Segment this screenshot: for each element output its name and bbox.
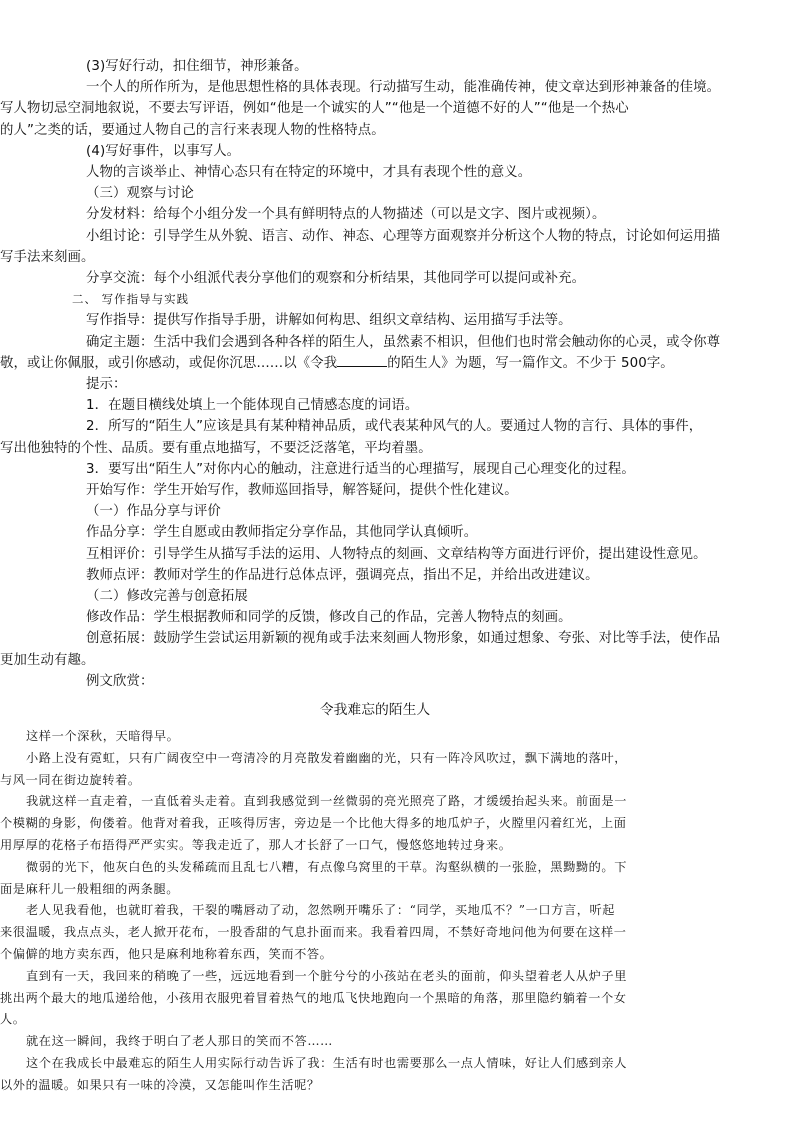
share-exchange: 分享交流：每个小组派代表分享他们的观察和分析结果，其他同学可以提问或补充。	[86, 271, 586, 287]
section-revise-extend-heading: （二）修改完善与创意拓展	[86, 589, 248, 605]
hint-3: 3．要写出“陌生人”对你内心的触动，注意进行适当的心理描写，展现自己心理变化的过程。	[86, 461, 635, 477]
essay-paragraph-3: 我就这样一直走着，一直低着头走着。直到我感觉到一丝微弱的亮光照亮了路，才缓缓抬起头来。前面是一 个模糊的身影，佝偻着。他背对着我，正咳得厉害，旁边是一个比他大得多的地瓜炉子，火膛里闪着红光，上面 用厚厚的花格子布捂得严严实实。等我走近了，那人才长舒了一口气，慢悠悠地转过身来。	[0, 794, 628, 853]
point-4-body: 人物的言谈举止、神情心态只有在特定的环境中，才具有表现个性的意义。	[86, 165, 532, 181]
document-page	[0, 56, 750, 1097]
group-discussion-line1: 小组讨论：引导学生从外貌、语言、动作、神态、心理等方面观察并分析这个人物的特点，讨论如何运用描	[86, 228, 721, 244]
section-share-evaluate-heading: （一）作品分享与评价	[86, 504, 221, 520]
creative-extension-line1: 创意拓展：鼓励学生尝试运用新颖的视角或手法来刻画人物形象，如通过想象、夸张、对比等手法，使作品	[86, 631, 721, 647]
peer-evaluation: 互相评价：引导学生从描写手法的运用、人物特点的刻画、文章结构等方面进行评价，提出建设性意见。	[86, 546, 707, 562]
creative-extension-line2: 更加生动有趣。	[0, 652, 95, 668]
teacher-comment: 教师点评：教师对学生的作品进行总体点评，强调亮点，指出不足，并给出改进建议。	[86, 567, 599, 583]
distribute-materials: 分发材料：给每个小组分发一个具有鲜明特点的人物描述（可以是文字、图片或视频）。	[86, 207, 606, 223]
writing-guidance: 写作指导：提供写作指导手册，讲解如何构思、组织文章结构、运用描写手法等。	[86, 313, 572, 329]
essay-paragraph-5: 老人见我看他，也就盯着我，干裂的嘴唇动了动，忽然咧开嘴乐了：“同学，买地瓜不？”一口方言，听起 来很温暖，我点点头，老人掀开花布，一股香甜的气息扑面而来。我看着四周，不禁好奇地问他为何要在这样一 个偏僻的地方卖东西，他只是麻利地称着东西，笑而不答。	[0, 903, 627, 962]
point-3-body-line1: 一个人的所作所为，是他思想性格的具体表现。行动描写生动，能准确传神，使文章达到形神兼备的佳境。	[86, 80, 721, 96]
section-two-heading: 二、 写作指导与实践	[72, 292, 190, 307]
essay-paragraph-2: 小路上没有霓虹，只有广阔夜空中一弯清冷的月亮散发着幽幽的光，只有一阵冷风吹过，飘下满地的落叶， 与风一同在街边旋转着。	[0, 750, 628, 787]
essay-title: 令我难忘的陌生人	[319, 702, 431, 719]
group-discussion-line2: 写手法来刻画。	[0, 249, 95, 265]
point-3-heading: (3)写好行动，扣住细节，神形兼备。	[86, 59, 308, 74]
essay-paragraph-1: 这样一个深秋，天暗得早。	[26, 729, 180, 744]
start-writing: 开始写作：学生开始写作，教师巡回指导，解答疑问，提供个性化建议。	[86, 483, 518, 499]
essay-paragraph-7: 就在这一瞬间，我终于明白了老人那日的笑而不答……	[26, 1034, 333, 1049]
point-3-body-line2: 写人物切忌空洞地叙说，不要去写评语，例如“他是一个诚实的人”“他是一个道德不好的人”“他是一个热心	[0, 101, 629, 117]
hint-2-line1: 2．所写的“陌生人”应该是具有某种精神品质，或代表某种风气的人。要通过人物的言行、具体的事件，	[86, 419, 703, 435]
title-blank-underline	[337, 353, 387, 367]
essay-paragraph-4: 微弱的光下，他灰白色的头发稀疏而且乱七八糟，有点像乌窝里的干草。沟壑纵横的一张脸，黑黝黝的。下 面是麻秆儿一般粗细的两条腿。	[0, 859, 628, 896]
topic-line1: 确定主题：生活中我们会遇到各种各样的陌生人，虽然素不相识，但他们也时常会触动你的心灵，或令你尊	[86, 334, 721, 350]
point-4-heading: (4)写好事件，以事写人。	[86, 143, 241, 159]
example-essay-label: 例文欣赏：	[86, 673, 154, 689]
point-3-body-line3: 的人”之类的话，要通过人物自己的言行来表现人物的性格特点。	[0, 122, 385, 138]
section-observe-discuss-heading: （三）观察与讨论	[86, 186, 194, 202]
topic-line2: 敬，或让你佩服，或引你感动，或促你沉思……以《令我 的陌生人》为题，写一篇作文。不少于 500字。	[0, 353, 750, 374]
work-sharing: 作品分享：学生自愿或由教师指定分享作品，其他同学认真倾听。	[86, 525, 478, 541]
hint-1: 1．在题目横线处填上一个能体现自己情感态度的词语。	[86, 398, 419, 414]
essay-paragraph-8: 这个在我成长中最难忘的陌生人用实际行动告诉了我：生活有时也需要那么一点人情味，好让人们感到亲人 以外的温暖。如果只有一味的冷漠，又怎能叫作生活呢？	[0, 1056, 628, 1092]
revise-work: 修改作品：学生根据教师和同学的反馈，修改自己的作品，完善人物特点的刻画。	[86, 610, 572, 626]
hint-2-line2: 写出他独特的个性、品质。要有重点地描写，不要泛泛落笔，平均着墨。	[0, 440, 432, 456]
essay-paragraph-6: 直到有一天，我回来的稍晚了一些，远远地看到一个脏兮兮的小孩站在老头的面前，仰头望着老人从炉子里 挑出两个最大的地瓜递给他，小孩用衣服兜着冒着热气的地瓜飞快地跑向一个黑暗的角落，那里隐约躺着一个女 人。	[0, 968, 628, 1027]
hints-label: 提示：	[86, 377, 127, 393]
